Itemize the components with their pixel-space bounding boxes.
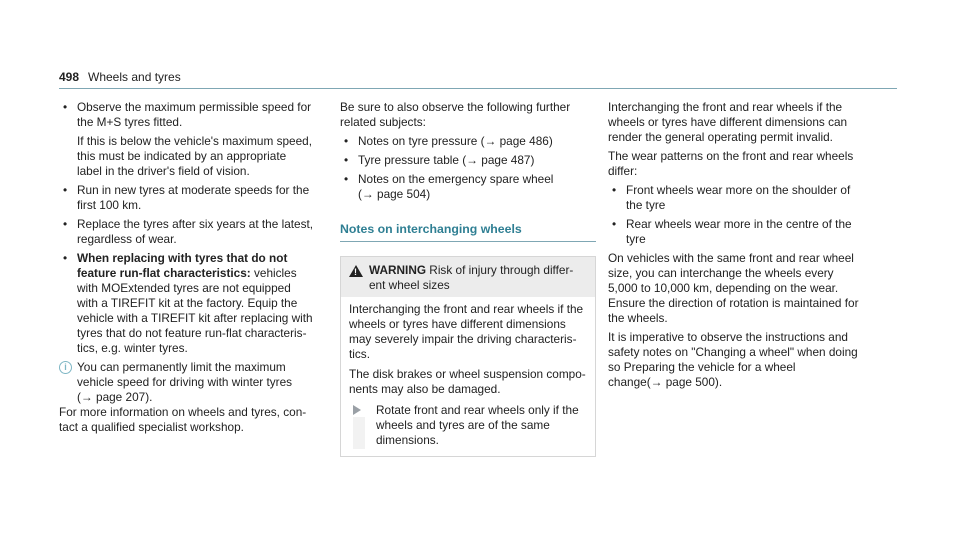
info-icon: i [59,361,72,374]
page-header [59,68,897,89]
link-item[interactable]: • Notes on the emergency spare wheel (→ page 504) [340,172,596,202]
page-title: Wheels and tyres [88,70,181,84]
page-link[interactable]: change(→ page 500). [608,375,723,389]
warning-icon: ! [349,265,363,277]
link-item[interactable]: • Notes on tyre pressure (→ page 486) [340,134,596,149]
instruction-step: Rotate front and rear wheels only if the wheels and tyres are of the same dimensions. [349,403,587,448]
list-item: • Rear wheels wear more in the centre of the tyre [608,217,873,247]
info-note: i You can permanently limit the maximum vehicle speed for driving with winter tyres (→ page 207). [59,360,329,405]
list-item: • Run in new tyres at moderate speeds for the first 100 km. [59,183,329,213]
link-item[interactable]: • Tyre pressure table (→ page 487) [340,153,596,168]
list-item: • When replacing with tyres that do not feature run-flat characteristics: vehicles with MOExtended tyres are not equipped with a TIREFIT kit at the factory. Equip the vehicle with a TIREFIT kit after replacing with tyres that do not feature run-flat characteris- tics, e.g. winter tyres. [59,251,329,356]
warning-label: WARNING [369,263,427,277]
page-number: 498 [59,70,80,84]
arrow-right-icon [353,405,361,415]
warning-body: Interchanging the front and rear wheels if the wheels or tyres have different dimensions may severely impair the driving characteris- tics. The disk brakes or wheel suspension compo- nents may also be damaged. Rotate front and rear wheels only if the wheels and tyres are of the same dimensions. [349,302,586,447]
column-right: Interchanging the front and rear wheels if the wheels or tyres have different dimensions can render the general operating permit invalid. The wear patterns on the front and rear wheels differ: • Front wheels wear more on the shoulder of the tyre • Rear wheels wear more in the centre of the tyre On vehicles with the same front and rear wheel size, you can interchange the wheels every 5,000 to 10,000 km, depending on the wear. Ensure the direction of rotation is maintained for the wheels. It is imperative to observe the instructions and safety notes on "Changing a wheel" when doing so Preparing the vehicle for a wheel change(→ page 500). [608,100,873,390]
list-item: • Front wheels wear more on the shoulder of the tyre [608,183,873,213]
section-title: Notes on interchanging wheels [340,222,596,242]
page-link[interactable]: (→ page 207). [77,390,153,404]
warning-box [340,256,596,457]
step-bar [353,417,365,449]
column-middle: Be sure to also observe the following further related subjects: • Notes on tyre pressure (→ page 486) • Tyre pressure table (→ page 487) • Notes on the emergency spare wheel (→ page 504) Notes on interchanging wheels ! WARNING Risk of injury through differ- ent wheel sizes Interchanging the front and rear wheels if the wheels or tyres have different dimensions may severely impair the driving characteris- tics. The disk brakes or wheel suspension compo- nents may also be damaged. Rotate front and rear wheels only if the wheels and tyres are of the same dimensions. [340,100,596,457]
list-item: • Observe the maximum permissible speed for the M+S tyres fitted. If this is below the vehicle's maximum speed, this must be indicated by an appropriate label in the driver's field of vision. [59,100,329,179]
list-item: • Replace the tyres after six years at the latest, regardless of wear. [59,217,329,247]
column-left: • Observe the maximum permissible speed for the M+S tyres fitted. If this is below the vehicle's maximum speed, this must be indicated by an appropriate label in the driver's field of vision. • Run in new tyres at moderate speeds for the first 100 km. • Replace the tyres after six years at the latest, regardless of wear. • When replacing with tyres that do not feature run-flat characteristics: vehicles with MOExtended tyres are not equipped with a TIREFIT kit at the factory. Equip the vehicle with a TIREFIT kit after replacing with tyres that do not feature run-flat characteris- tics, e.g. winter tyres. i You can permanently limit the maximum vehicle speed for driving with winter tyres (→ page 207). For more information on wheels and tyres, con- tact a qualified specialist workshop. [59,100,329,435]
warning-header: ! WARNING Risk of injury through differ- ent wheel sizes [341,257,595,297]
